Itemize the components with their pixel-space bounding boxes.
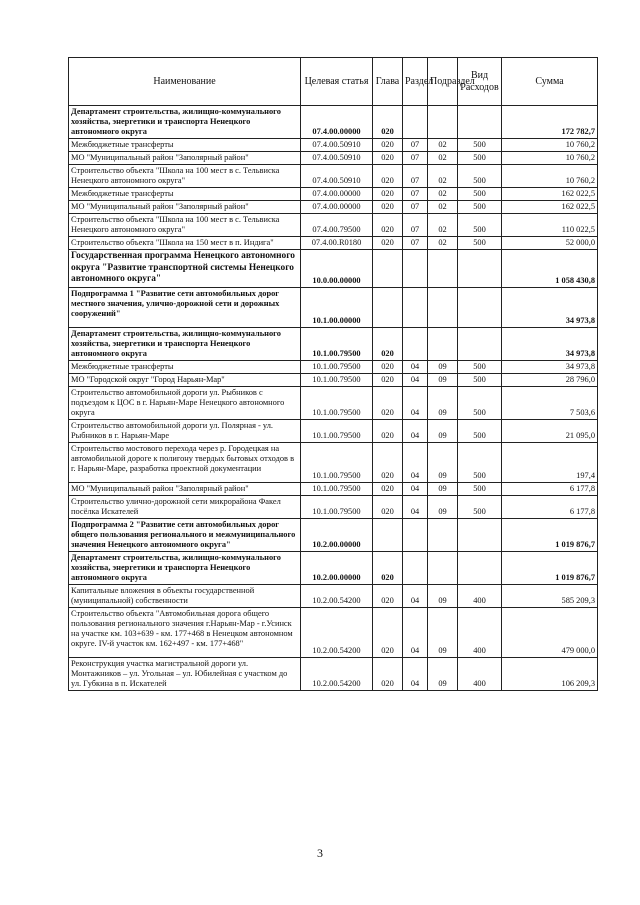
- row-target: 10.0.00.00000: [301, 250, 373, 288]
- row-name: МО "Муниципальный район "Заполярный район": [69, 482, 301, 495]
- row-amount: 34 973,8: [502, 327, 598, 360]
- row-expense-type: 500: [458, 152, 502, 165]
- row-name: МО "Муниципальный район "Заполярный район": [69, 201, 301, 214]
- row-subsection: 09: [428, 482, 458, 495]
- header-expense-type: Вид Расходов: [458, 58, 502, 106]
- row-section: 07: [403, 165, 428, 188]
- row-target: 10.1.00.79500: [301, 373, 373, 386]
- row-name: Государственная программа Ненецкого автономного округа "Развитие транспортной системы Ненецкого автономного округа": [69, 250, 301, 288]
- row-target: 10.1.00.79500: [301, 482, 373, 495]
- row-chapter: 020: [373, 327, 403, 360]
- table-row: [69, 482, 598, 495]
- row-subsection: [428, 518, 458, 551]
- row-subsection: 09: [428, 584, 458, 607]
- row-expense-type: 500: [458, 237, 502, 250]
- row-section: 04: [403, 360, 428, 373]
- header-row: [69, 58, 598, 106]
- row-subsection: 09: [428, 419, 458, 442]
- row-chapter: 020: [373, 373, 403, 386]
- row-chapter: 020: [373, 386, 403, 419]
- row-name: Строительство улично-дорожной сети микрорайона Факел посёлка Искателей: [69, 495, 301, 518]
- row-amount: 1 019 876,7: [502, 551, 598, 584]
- row-target: 10.1.00.79500: [301, 360, 373, 373]
- page-number: 3: [317, 846, 323, 860]
- row-amount: 10 760,2: [502, 139, 598, 152]
- row-chapter: 020: [373, 201, 403, 214]
- row-name: Капитальные вложения в объекты государственной (муниципальной) собственности: [69, 584, 301, 607]
- row-section: 07: [403, 201, 428, 214]
- row-chapter: 020: [373, 482, 403, 495]
- row-section: 04: [403, 657, 428, 690]
- row-amount: 7 503,6: [502, 386, 598, 419]
- row-chapter: [373, 250, 403, 288]
- row-section: 04: [403, 584, 428, 607]
- row-subsection: [428, 551, 458, 584]
- table-row: [69, 214, 598, 237]
- row-name: Реконструкция участка магистральной дороги ул. Монтажников – ул. Угольная – ул. Юбилейная с участком до ул. Губкина в п. Искателей: [69, 657, 301, 690]
- row-section: [403, 518, 428, 551]
- row-subsection: 02: [428, 139, 458, 152]
- row-name: Департамент строительства, жилищно-коммунального хозяйства, энергетики и транспорта Ненецкого автономного округа: [69, 327, 301, 360]
- row-section: 07: [403, 152, 428, 165]
- row-section: [403, 327, 428, 360]
- table-row: [69, 442, 598, 482]
- row-name: Межбюджетные трансферты: [69, 139, 301, 152]
- row-target: 10.1.00.00000: [301, 287, 373, 327]
- row-amount: 34 973,8: [502, 287, 598, 327]
- table-row: [69, 657, 598, 690]
- row-chapter: 020: [373, 165, 403, 188]
- table-row: [69, 237, 598, 250]
- row-amount: 162 022,5: [502, 201, 598, 214]
- row-section: [403, 250, 428, 288]
- row-amount: 479 000,0: [502, 607, 598, 657]
- row-chapter: 020: [373, 584, 403, 607]
- table-row: [69, 139, 598, 152]
- row-section: 04: [403, 373, 428, 386]
- row-amount: 106 209,3: [502, 657, 598, 690]
- row-expense-type: [458, 250, 502, 288]
- row-chapter: 020: [373, 139, 403, 152]
- row-target: 10.1.00.79500: [301, 419, 373, 442]
- row-section: 04: [403, 495, 428, 518]
- row-subsection: 09: [428, 442, 458, 482]
- row-target: 07.4.00.50910: [301, 139, 373, 152]
- row-expense-type: 500: [458, 201, 502, 214]
- row-subsection: [428, 106, 458, 139]
- row-amount: 21 095,0: [502, 419, 598, 442]
- row-name: МО "Городской округ "Город Нарьян-Мар": [69, 373, 301, 386]
- row-expense-type: 500: [458, 386, 502, 419]
- row-chapter: 020: [373, 657, 403, 690]
- row-target: 10.1.00.79500: [301, 495, 373, 518]
- row-amount: 172 782,7: [502, 106, 598, 139]
- row-section: [403, 106, 428, 139]
- row-chapter: 020: [373, 442, 403, 482]
- row-amount: 28 796,0: [502, 373, 598, 386]
- row-section: 04: [403, 386, 428, 419]
- row-target: 07.4.00.R0180: [301, 237, 373, 250]
- row-section: 07: [403, 214, 428, 237]
- row-section: 04: [403, 419, 428, 442]
- row-expense-type: 500: [458, 442, 502, 482]
- row-subsection: 09: [428, 360, 458, 373]
- row-name: Подпрограмма 1 "Развитие сети автомобильных дорог местного значения, улично-дорожной сети и дорожных сооружений": [69, 287, 301, 327]
- row-expense-type: [458, 551, 502, 584]
- row-target: 10.1.00.79500: [301, 442, 373, 482]
- row-name: Подпрограмма 2 "Развитие сети автомобильных дорог общего пользования регионального и межмуниципального значения Ненецкого автономного округа": [69, 518, 301, 551]
- header-amount: Сумма: [502, 58, 598, 106]
- row-target: 10.2.00.00000: [301, 551, 373, 584]
- row-subsection: [428, 250, 458, 288]
- row-expense-type: 400: [458, 657, 502, 690]
- row-section: 04: [403, 607, 428, 657]
- table-row: [69, 188, 598, 201]
- row-name: Строительство объекта "Автомобильная дорога общего пользования регионального значения г.Нарьян-Мар - г.Усинск на участке км. 103+639 - км. 177+468 в Ненецком автономном округе. IV-й участок км. 162+497 - км. 177+468": [69, 607, 301, 657]
- table-row: [69, 607, 598, 657]
- header-target: Целевая статья: [301, 58, 373, 106]
- row-expense-type: 400: [458, 607, 502, 657]
- row-amount: 10 760,2: [502, 152, 598, 165]
- row-amount: 34 973,8: [502, 360, 598, 373]
- row-amount: 585 209,3: [502, 584, 598, 607]
- header-chapter: Глава: [373, 58, 403, 106]
- row-section: 07: [403, 188, 428, 201]
- table-row: [69, 327, 598, 360]
- row-subsection: 09: [428, 495, 458, 518]
- row-expense-type: [458, 327, 502, 360]
- row-chapter: 020: [373, 495, 403, 518]
- row-name: Департамент строительства, жилищно-коммунального хозяйства, энергетики и транспорта Ненецкого автономного округа: [69, 106, 301, 139]
- row-amount: 6 177,8: [502, 482, 598, 495]
- row-target: 07.4.00.00000: [301, 106, 373, 139]
- row-name: Межбюджетные трансферты: [69, 188, 301, 201]
- row-subsection: 09: [428, 386, 458, 419]
- row-subsection: [428, 327, 458, 360]
- table-row: [69, 419, 598, 442]
- row-section: 07: [403, 139, 428, 152]
- row-target: 10.2.00.54200: [301, 657, 373, 690]
- table-row: [69, 165, 598, 188]
- row-expense-type: 500: [458, 419, 502, 442]
- row-name: МО "Муниципальный район "Заполярный район": [69, 152, 301, 165]
- row-name: Департамент строительства, жилищно-коммунального хозяйства, энергетики и транспорта Ненецкого автономного округа: [69, 551, 301, 584]
- row-target: 07.4.00.00000: [301, 201, 373, 214]
- row-subsection: 02: [428, 188, 458, 201]
- row-expense-type: [458, 518, 502, 551]
- row-target: 07.4.00.50910: [301, 152, 373, 165]
- table-row: [69, 386, 598, 419]
- row-amount: 1 019 876,7: [502, 518, 598, 551]
- row-expense-type: [458, 287, 502, 327]
- row-subsection: [428, 287, 458, 327]
- budget-table: [68, 57, 598, 691]
- table-row: [69, 201, 598, 214]
- row-amount: 6 177,8: [502, 495, 598, 518]
- table-row: [69, 518, 598, 551]
- header-section: Раздел: [403, 58, 428, 106]
- row-subsection: 09: [428, 373, 458, 386]
- table-row: [69, 495, 598, 518]
- row-target: 10.2.00.00000: [301, 518, 373, 551]
- row-name: Строительство автомобильной дороги ул. Полярная - ул. Рыбников в г. Нарьян-Маре: [69, 419, 301, 442]
- row-target: 10.2.00.54200: [301, 584, 373, 607]
- row-expense-type: 500: [458, 373, 502, 386]
- row-amount: 110 022,5: [502, 214, 598, 237]
- header-name: Наименование: [69, 58, 301, 106]
- row-target: 10.2.00.54200: [301, 607, 373, 657]
- row-expense-type: 500: [458, 188, 502, 201]
- row-target: 07.4.00.00000: [301, 188, 373, 201]
- row-chapter: 020: [373, 237, 403, 250]
- row-subsection: 02: [428, 152, 458, 165]
- table-row: [69, 584, 598, 607]
- row-amount: 1 058 430,8: [502, 250, 598, 288]
- row-target: 10.1.00.79500: [301, 327, 373, 360]
- row-chapter: 020: [373, 214, 403, 237]
- row-name: Строительство объекта "Школа на 100 мест в с. Тельвиска Ненецкого автономного округа": [69, 165, 301, 188]
- row-chapter: 020: [373, 551, 403, 584]
- row-expense-type: 500: [458, 360, 502, 373]
- row-expense-type: 500: [458, 214, 502, 237]
- row-section: 04: [403, 442, 428, 482]
- row-subsection: 09: [428, 607, 458, 657]
- row-name: Строительство мостового перехода через р. Городецкая на автомобильной дороге к полигону твердых бытовых отходов в г. Нарьян-Маре, разработка проектной документации: [69, 442, 301, 482]
- row-section: 07: [403, 237, 428, 250]
- row-section: [403, 551, 428, 584]
- row-chapter: 020: [373, 360, 403, 373]
- table-row: [69, 551, 598, 584]
- row-chapter: [373, 518, 403, 551]
- table-row: [69, 152, 598, 165]
- row-expense-type: 500: [458, 165, 502, 188]
- row-chapter: 020: [373, 152, 403, 165]
- row-subsection: 02: [428, 201, 458, 214]
- row-name: Межбюджетные трансферты: [69, 360, 301, 373]
- row-chapter: [373, 287, 403, 327]
- table-row: [69, 360, 598, 373]
- row-target: 07.4.00.50910: [301, 165, 373, 188]
- row-amount: 197,4: [502, 442, 598, 482]
- row-expense-type: [458, 106, 502, 139]
- row-amount: 162 022,5: [502, 188, 598, 201]
- table-row: [69, 250, 598, 288]
- table-row: [69, 287, 598, 327]
- row-section: [403, 287, 428, 327]
- row-subsection: 02: [428, 214, 458, 237]
- row-chapter: 020: [373, 419, 403, 442]
- row-subsection: 02: [428, 237, 458, 250]
- row-chapter: 020: [373, 188, 403, 201]
- row-amount: 52 000,0: [502, 237, 598, 250]
- row-target: 07.4.00.79500: [301, 214, 373, 237]
- row-target: 10.1.00.79500: [301, 386, 373, 419]
- row-chapter: 020: [373, 106, 403, 139]
- row-chapter: 020: [373, 607, 403, 657]
- row-name: Строительство автомобильной дороги ул. Рыбников с подъездом к ЦОС в г. Нарьян-Маре Ненецкого автономного округа: [69, 386, 301, 419]
- row-name: Строительство объекта "Школа на 100 мест в с. Тельвиска Ненецкого автономного округа": [69, 214, 301, 237]
- row-name: Строительство объекта "Школа на 150 мест в п. Индига": [69, 237, 301, 250]
- row-expense-type: 500: [458, 495, 502, 518]
- row-subsection: 09: [428, 657, 458, 690]
- table-row: [69, 106, 598, 139]
- row-expense-type: 400: [458, 584, 502, 607]
- row-subsection: 02: [428, 165, 458, 188]
- row-expense-type: 500: [458, 482, 502, 495]
- row-expense-type: 500: [458, 139, 502, 152]
- row-amount: 10 760,2: [502, 165, 598, 188]
- table-row: [69, 373, 598, 386]
- row-section: 04: [403, 482, 428, 495]
- header-subsection: Подраздел: [428, 58, 458, 106]
- table-body: [69, 106, 598, 691]
